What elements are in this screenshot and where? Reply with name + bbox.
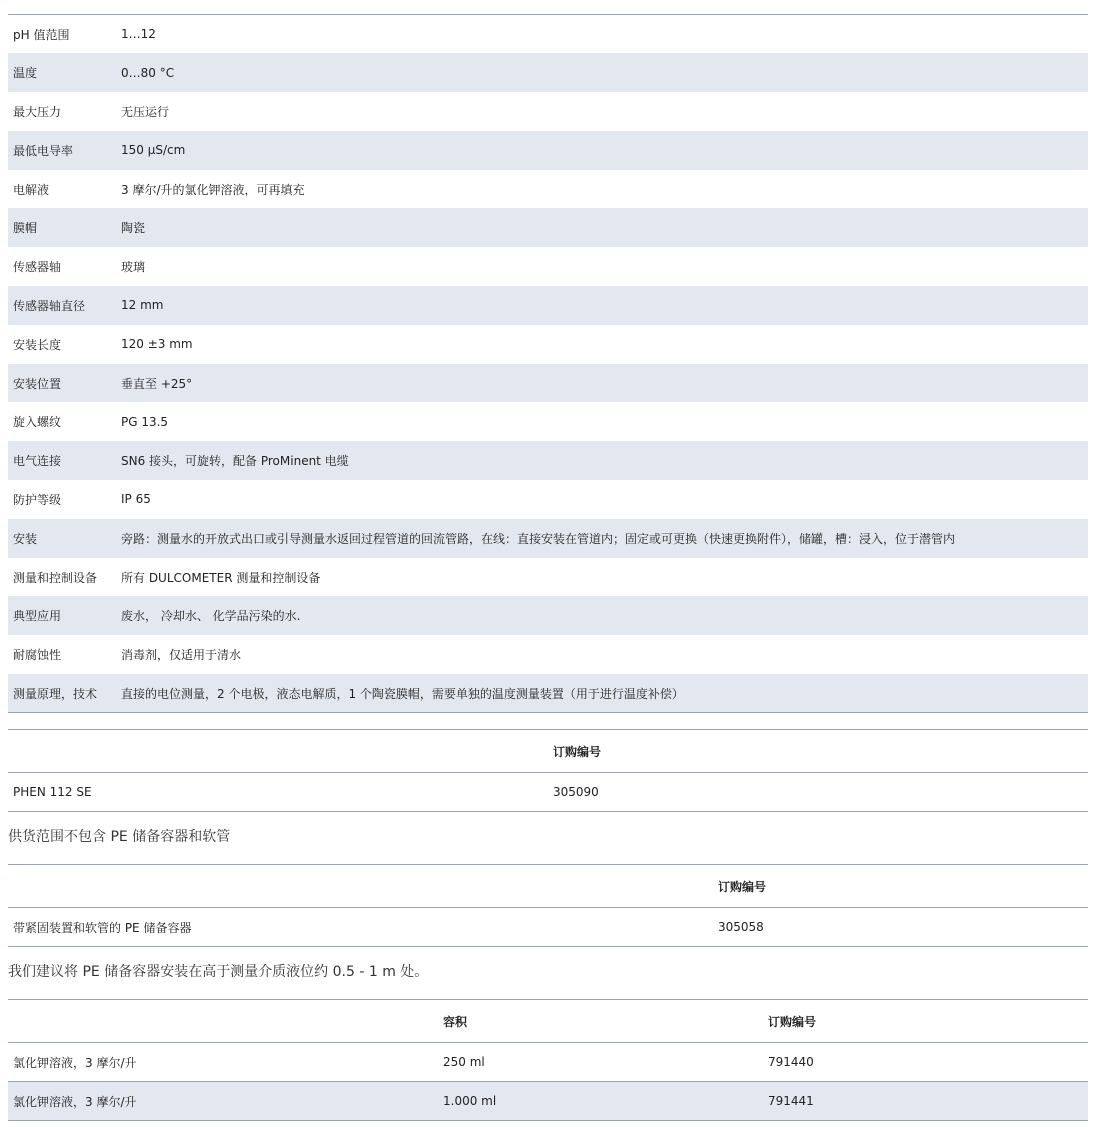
spec-value: 垂直至 +25° — [121, 376, 193, 391]
spec-row — [8, 441, 1088, 480]
specifications-table — [8, 14, 1088, 713]
spec-row — [8, 364, 1088, 403]
product-name: 氯化钾溶液，3 摩尔/升 — [8, 1082, 438, 1121]
spec-row — [8, 170, 1088, 209]
spec-label: 安装长度 — [13, 337, 62, 352]
column-header-order-number: 订购编号 — [548, 730, 1088, 773]
spec-label: 典型应用 — [13, 609, 62, 624]
spec-value: 无压运行 — [121, 104, 170, 119]
spec-value: 150 µS/cm — [121, 143, 186, 158]
spec-value: 12 mm — [121, 298, 164, 313]
spec-value: 陶瓷 — [121, 221, 146, 236]
spec-value: PG 13.5 — [121, 414, 169, 429]
table-header-row — [8, 865, 1088, 908]
table-row — [8, 1043, 1088, 1082]
column-header-name — [8, 730, 548, 773]
table-header-row — [8, 1000, 1088, 1043]
spec-label: 电解液 — [13, 182, 50, 197]
product-name: 氯化钾溶液，3 摩尔/升 — [8, 1043, 438, 1082]
spec-row — [8, 286, 1088, 325]
spec-value: 废水， 冷却水、 化学品污染的水. — [121, 609, 301, 624]
spec-value: IP 65 — [121, 492, 151, 507]
volume: 1.000 ml — [438, 1082, 763, 1121]
spec-label: 最大压力 — [13, 104, 62, 119]
spec-value: 所有 DULCOMETER 测量和控制设备 — [121, 570, 321, 585]
spec-row — [8, 208, 1088, 247]
column-header-order-number: 订购编号 — [763, 1000, 1088, 1043]
order-number: 791440 — [763, 1043, 1088, 1082]
spec-label: 温度 — [13, 66, 38, 81]
product-data-sheet — [8, 14, 1088, 1121]
spec-label: 测量原理，技术 — [13, 686, 98, 701]
spec-value: 直接的电位测量，2 个电极，液态电解质，1 个陶瓷膜帽，需要单独的温度测量装置（用于进行温度补偿） — [121, 686, 684, 701]
spec-value: 玻璃 — [121, 260, 146, 275]
spec-row — [8, 519, 1088, 558]
order-number: 305058 — [713, 908, 1088, 947]
table-row — [8, 908, 1088, 947]
order-table-electrolyte — [8, 999, 1088, 1121]
spec-value: 120 ±3 mm — [121, 337, 193, 352]
table-row — [8, 773, 1088, 812]
spec-row — [8, 53, 1088, 92]
spec-label: 耐腐蚀性 — [13, 648, 62, 663]
scope-note: 供货范围不包含 PE 储备容器和软管 — [8, 829, 231, 846]
spec-label: 电气连接 — [13, 454, 62, 469]
spec-label: 安装位置 — [13, 376, 62, 391]
product-name: PHEN 112 SE — [8, 773, 548, 812]
column-header-volume: 容积 — [438, 1000, 763, 1043]
product-name: 带紧固装置和软管的 PE 储备容器 — [8, 908, 713, 947]
column-header-name — [8, 1000, 438, 1043]
order-number: 305090 — [548, 773, 1088, 812]
order-number: 791441 — [763, 1082, 1088, 1121]
volume: 250 ml — [438, 1043, 763, 1082]
spec-row — [8, 15, 1088, 54]
spec-value: SN6 接头，可旋转，配备 ProMinent 电缆 — [121, 454, 349, 469]
order-table-container — [8, 864, 1088, 947]
spec-label: 测量和控制设备 — [13, 570, 98, 585]
table-row — [8, 1082, 1088, 1121]
order-table-sensor — [8, 729, 1088, 812]
spec-row — [8, 131, 1088, 170]
spec-value: 3 摩尔/升的氯化钾溶液，可再填充 — [121, 182, 305, 197]
spec-value: 1…12 — [121, 27, 156, 42]
spec-value: 消毒剂，仅适用于清水 — [121, 648, 242, 663]
spec-label: 传感器轴 — [13, 260, 62, 275]
table-header-row — [8, 730, 1088, 773]
spec-label: 传感器轴直径 — [13, 298, 86, 313]
spec-row — [8, 92, 1088, 131]
spec-row — [8, 480, 1088, 519]
spec-row — [8, 596, 1088, 635]
spec-value: 旁路：测量水的开放式出口或引导测量水返回过程管道的回流管路，在线：直接安装在管道内；固定或可更换（快速更换附件），储罐，槽：浸入，位于潜管内 — [121, 531, 956, 546]
spec-row — [8, 558, 1088, 597]
column-header-order-number: 订购编号 — [713, 865, 1088, 908]
installation-note: 我们建议将 PE 储备容器安装在高于测量介质液位约 0.5 - 1 m 处。 — [8, 964, 429, 981]
spec-label: pH 值范围 — [13, 27, 70, 42]
spec-row — [8, 247, 1088, 286]
spec-value: 0…80 °C — [121, 65, 175, 80]
spec-row — [8, 635, 1088, 674]
spec-row — [8, 325, 1088, 364]
spec-label: 防护等级 — [13, 492, 62, 507]
spec-label: 旋入螺纹 — [13, 415, 62, 430]
spec-label: 膜帽 — [13, 221, 38, 236]
spec-row — [8, 674, 1088, 713]
spec-label: 安装 — [13, 531, 38, 546]
column-header-name — [8, 865, 713, 908]
spec-label: 最低电导率 — [13, 143, 74, 158]
spec-row — [8, 402, 1088, 441]
